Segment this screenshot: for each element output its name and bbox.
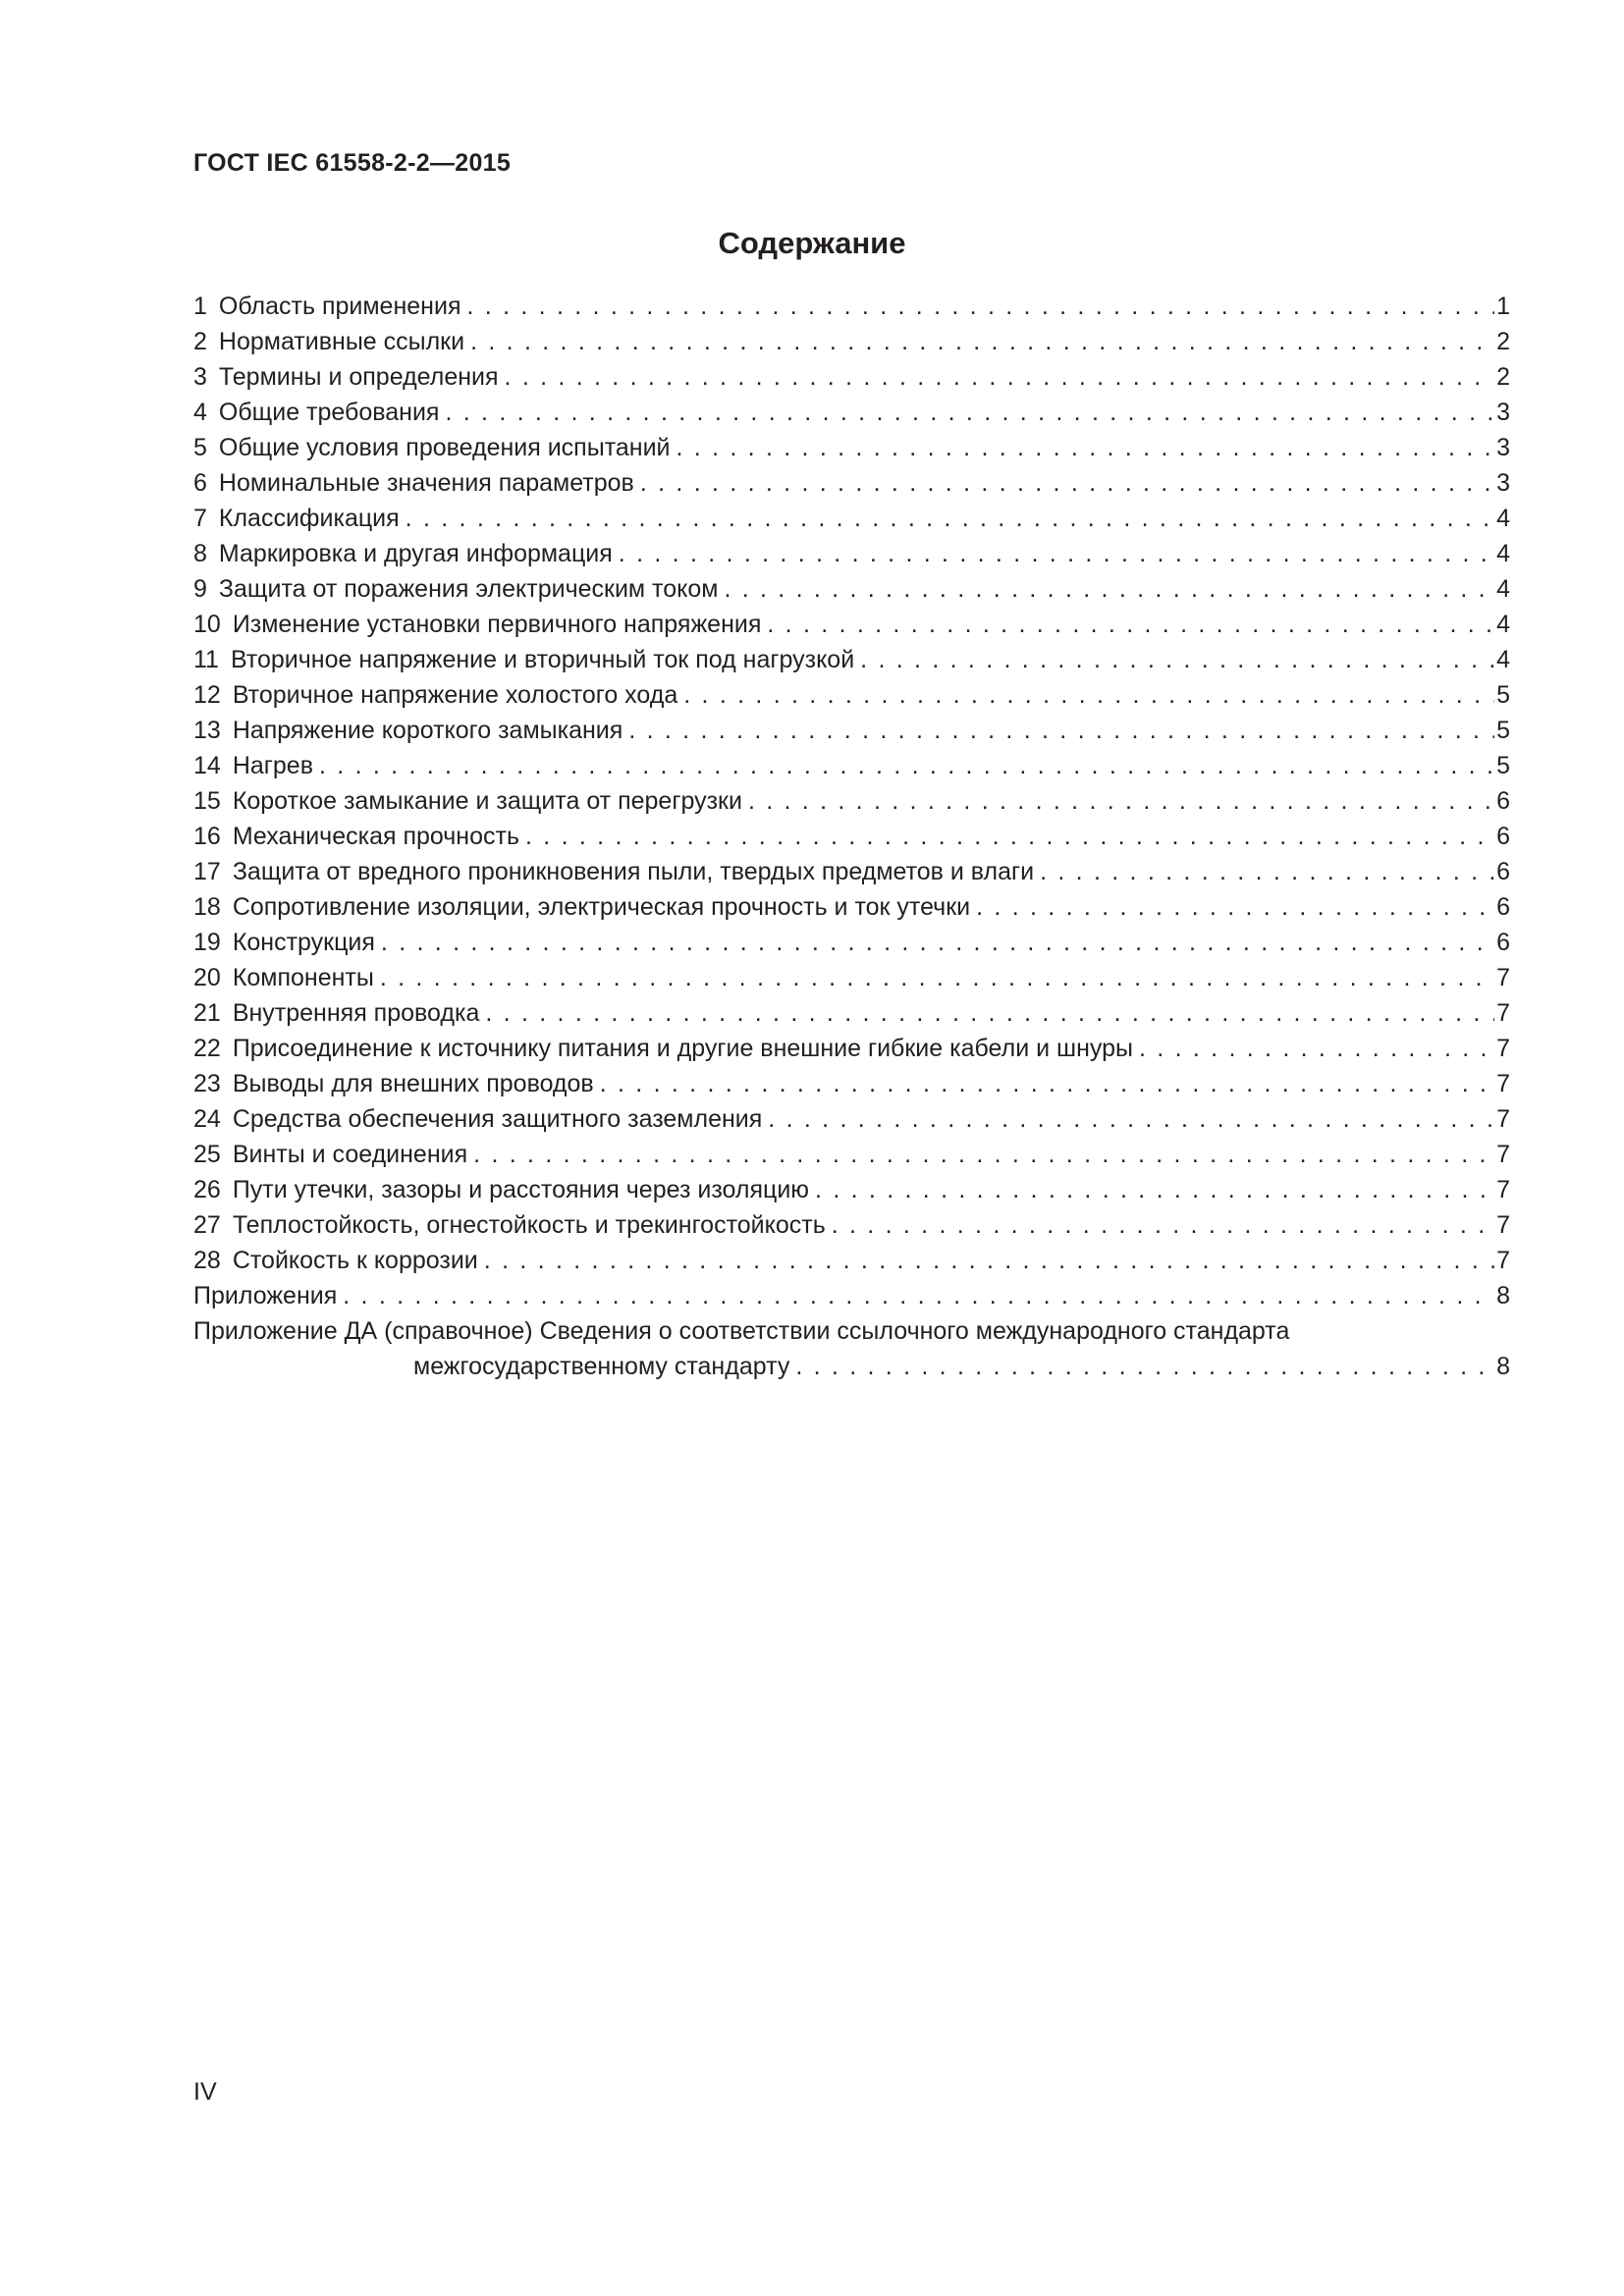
toc-entry-number: 1	[193, 293, 207, 320]
toc-entry-page: 4	[1496, 505, 1510, 532]
toc-dot-leader	[319, 748, 1494, 783]
toc-entry-number: 16	[193, 823, 221, 850]
toc-entry[interactable]	[193, 1137, 1510, 1172]
toc-entry-number: 15	[193, 787, 221, 815]
toc-entry-number: 2	[193, 328, 207, 355]
toc-entry-label: Изменение установки первичного напряжения	[232, 611, 762, 638]
toc-dot-leader	[473, 1137, 1494, 1172]
toc-entry-label: Приложения	[193, 1282, 338, 1309]
toc-entry-page: 5	[1496, 752, 1510, 779]
toc-entry-page: 4	[1496, 611, 1510, 638]
toc-dot-leader	[976, 889, 1494, 925]
toc-dot-leader	[832, 1207, 1494, 1243]
toc-entry-label: Нормативные ссылки	[218, 328, 465, 355]
toc-dot-leader	[768, 1101, 1494, 1137]
toc-entry-number: 17	[193, 858, 221, 885]
page-folio: IV	[193, 2078, 217, 2106]
toc-entry-number: 24	[193, 1105, 221, 1133]
toc-entry[interactable]	[193, 607, 1510, 642]
toc-entry[interactable]	[193, 960, 1510, 995]
toc-title: Содержание	[718, 226, 906, 260]
toc-entry-label: Теплостойкость, огнестойкость и трекингостойкость	[232, 1211, 826, 1239]
toc-entry-page: 3	[1496, 434, 1510, 461]
toc-entry[interactable]	[193, 1172, 1510, 1207]
toc-entry-page: 7	[1496, 1211, 1510, 1239]
toc-entry[interactable]	[193, 359, 1510, 395]
toc-dot-leader	[860, 642, 1494, 677]
toc-entry-label: Напряжение короткого замыкания	[232, 717, 623, 744]
toc-dot-leader	[815, 1172, 1494, 1207]
toc-entry-number: 11	[193, 646, 219, 673]
toc-entry-page: 4	[1496, 646, 1510, 673]
toc-entry-page: 7	[1496, 1070, 1510, 1097]
toc-entry-page: 7	[1496, 1141, 1510, 1168]
toc-entry-number: 28	[193, 1247, 221, 1274]
toc-entry-label: Вторичное напряжение холостого хода	[232, 681, 678, 709]
toc-entry[interactable]	[193, 995, 1510, 1031]
toc-entry[interactable]	[193, 430, 1510, 465]
toc-dot-leader	[795, 1349, 1494, 1384]
toc-entry[interactable]	[193, 1101, 1510, 1137]
toc-entry-number: 25	[193, 1141, 221, 1168]
toc-entry[interactable]	[193, 713, 1510, 748]
toc-entry-page: 7	[1496, 1035, 1510, 1062]
toc-entry-number: 6	[193, 469, 207, 497]
toc-entry-label: Компоненты	[232, 964, 374, 991]
toc-entry-number: 4	[193, 399, 207, 426]
toc-entry-annex-da-heading[interactable]	[193, 1313, 1510, 1349]
toc-entry-number: 5	[193, 434, 207, 461]
toc-entry[interactable]	[193, 854, 1510, 889]
toc-entry-label: Пути утечки, зазоры и расстояния через изоляцию	[232, 1176, 810, 1203]
toc-dot-leader	[683, 677, 1494, 713]
toc-entry-number: 26	[193, 1176, 221, 1203]
toc-dot-leader	[640, 465, 1494, 501]
toc-entry-label: Термины и определения	[218, 363, 499, 391]
toc-entry-page: 8	[1496, 1282, 1510, 1309]
toc-entry-page: 6	[1496, 929, 1510, 956]
toc-entry-page: 7	[1496, 1105, 1510, 1133]
toc-entry-annexes[interactable]	[193, 1278, 1510, 1313]
toc-dot-leader	[1040, 854, 1494, 889]
toc-entry-label: Сопротивление изоляции, электрическая прочность и ток утечки	[232, 893, 971, 921]
toc-dot-leader	[381, 925, 1494, 960]
toc-dot-leader	[748, 783, 1494, 819]
toc-entry-number: 23	[193, 1070, 221, 1097]
toc-dot-leader	[600, 1066, 1494, 1101]
toc-entry-number: 21	[193, 999, 221, 1027]
toc-entry-number: 19	[193, 929, 221, 956]
toc-entry-page: 7	[1496, 1176, 1510, 1203]
toc-entry[interactable]	[193, 925, 1510, 960]
toc-entry-label: Нагрев	[232, 752, 313, 779]
toc-entry[interactable]	[193, 289, 1510, 324]
toc-dot-leader	[619, 536, 1494, 571]
toc-entry[interactable]	[193, 1207, 1510, 1243]
toc-dot-leader	[470, 324, 1494, 359]
toc-entry-label: Присоединение к источнику питания и другие внешние гибкие кабели и шнуры	[232, 1035, 1133, 1062]
toc-entry-page: 3	[1496, 399, 1510, 426]
toc-entry[interactable]	[193, 324, 1510, 359]
toc-dot-leader	[628, 713, 1494, 748]
toc-entry-page: 6	[1496, 858, 1510, 885]
toc-entry-page: 6	[1496, 893, 1510, 921]
toc-dot-leader	[525, 819, 1494, 854]
toc-entry-page: 3	[1496, 469, 1510, 497]
toc-entry-label: Номинальные значения параметров	[218, 469, 634, 497]
toc-dot-leader	[677, 430, 1495, 465]
toc-entry-page: 6	[1496, 787, 1510, 815]
toc-entry-number: 27	[193, 1211, 221, 1239]
toc-entry-page: 2	[1496, 363, 1510, 391]
toc-entry-number: 20	[193, 964, 221, 991]
toc-entry-page: 2	[1496, 328, 1510, 355]
toc-entry-label: Средства обеспечения защитного заземления	[232, 1105, 763, 1133]
toc-dot-leader	[406, 501, 1494, 536]
toc-entry[interactable]	[193, 748, 1510, 783]
toc-entry[interactable]	[193, 677, 1510, 713]
toc-entry-number: 13	[193, 717, 221, 744]
toc-dot-leader	[445, 395, 1494, 430]
toc-entry-label: Вторичное напряжение и вторичный ток под нагрузкой	[230, 646, 855, 673]
toc-dot-leader	[767, 607, 1494, 642]
toc-entry[interactable]	[193, 395, 1510, 430]
document-code: ГОСТ IEC 61558-2-2—2015	[193, 149, 512, 177]
toc-entry-page: 1	[1496, 293, 1510, 320]
toc-entry-number: 3	[193, 363, 207, 391]
toc-entry-label: Классификация	[218, 505, 400, 532]
toc-entry[interactable]	[193, 783, 1510, 819]
toc-dot-leader	[484, 1243, 1494, 1278]
toc-entry-label: Выводы для внешних проводов	[232, 1070, 594, 1097]
toc-entry-number: 8	[193, 540, 207, 567]
toc-entry-number: 10	[193, 611, 221, 638]
toc-entry-page: 7	[1496, 1247, 1510, 1274]
toc-entry-label: Область применения	[218, 293, 461, 320]
toc-entry[interactable]	[193, 819, 1510, 854]
toc-entry-number: 14	[193, 752, 221, 779]
toc-entry-page: 4	[1496, 540, 1510, 567]
toc-entry[interactable]	[193, 1031, 1510, 1066]
toc-entry-page: 8	[1496, 1353, 1510, 1380]
toc-entry-label: Внутренняя проводка	[232, 999, 480, 1027]
toc-entry-page: 4	[1496, 575, 1510, 603]
toc-dot-leader	[343, 1278, 1494, 1313]
toc-entry[interactable]	[193, 536, 1510, 571]
toc-entry[interactable]	[193, 465, 1510, 501]
toc-dot-leader	[485, 995, 1494, 1031]
toc-entry-page: 7	[1496, 999, 1510, 1027]
toc-entry-annex-da-continuation[interactable]	[193, 1349, 1510, 1384]
toc-dot-leader	[724, 571, 1494, 607]
toc-entry-label: Короткое замыкание и защита от перегрузки	[232, 787, 742, 815]
toc-entry-number: 7	[193, 505, 207, 532]
toc-entry-label: межгосударственному стандарту	[413, 1353, 790, 1380]
toc-dot-leader	[505, 359, 1495, 395]
toc-entry-page: 7	[1496, 964, 1510, 991]
toc-entry-page: 5	[1496, 681, 1510, 709]
toc-entry-label: Механическая прочность	[232, 823, 519, 850]
toc-entry[interactable]	[193, 501, 1510, 536]
toc-entry-page: 5	[1496, 717, 1510, 744]
toc-entry[interactable]	[193, 571, 1510, 607]
toc-entry-number: 9	[193, 575, 207, 603]
toc-entry-label: Защита от поражения электрическим током	[218, 575, 719, 603]
toc-entry-number: 18	[193, 893, 221, 921]
toc-entry[interactable]	[193, 1243, 1510, 1278]
toc-entry-page: 6	[1496, 823, 1510, 850]
toc-items	[193, 289, 1510, 1278]
toc-dot-leader	[380, 960, 1494, 995]
toc-entry[interactable]	[193, 889, 1510, 925]
toc-entry-number: 12	[193, 681, 221, 709]
toc-entry-label: Защита от вредного проникновения пыли, твердых предметов и влаги	[232, 858, 1035, 885]
toc-entry-label: Конструкция	[232, 929, 375, 956]
toc-dot-leader	[1139, 1031, 1494, 1066]
toc-entry[interactable]	[193, 1066, 1510, 1101]
toc-entry-label: Маркировка и другая информация	[218, 540, 613, 567]
toc-entry-label: Общие требования	[218, 399, 440, 426]
toc-entry-label: Общие условия проведения испытаний	[218, 434, 671, 461]
toc-entry-label: Приложение ДА (справочное) Сведения о соответствии ссылочного международного стандарта	[193, 1317, 1290, 1345]
toc-dot-leader	[466, 289, 1494, 324]
table-of-contents	[193, 289, 1510, 1384]
toc-entry-number: 22	[193, 1035, 221, 1062]
toc-entry-label: Стойкость к коррозии	[232, 1247, 478, 1274]
toc-entry[interactable]	[193, 642, 1510, 677]
toc-entry-label: Винты и соединения	[232, 1141, 468, 1168]
